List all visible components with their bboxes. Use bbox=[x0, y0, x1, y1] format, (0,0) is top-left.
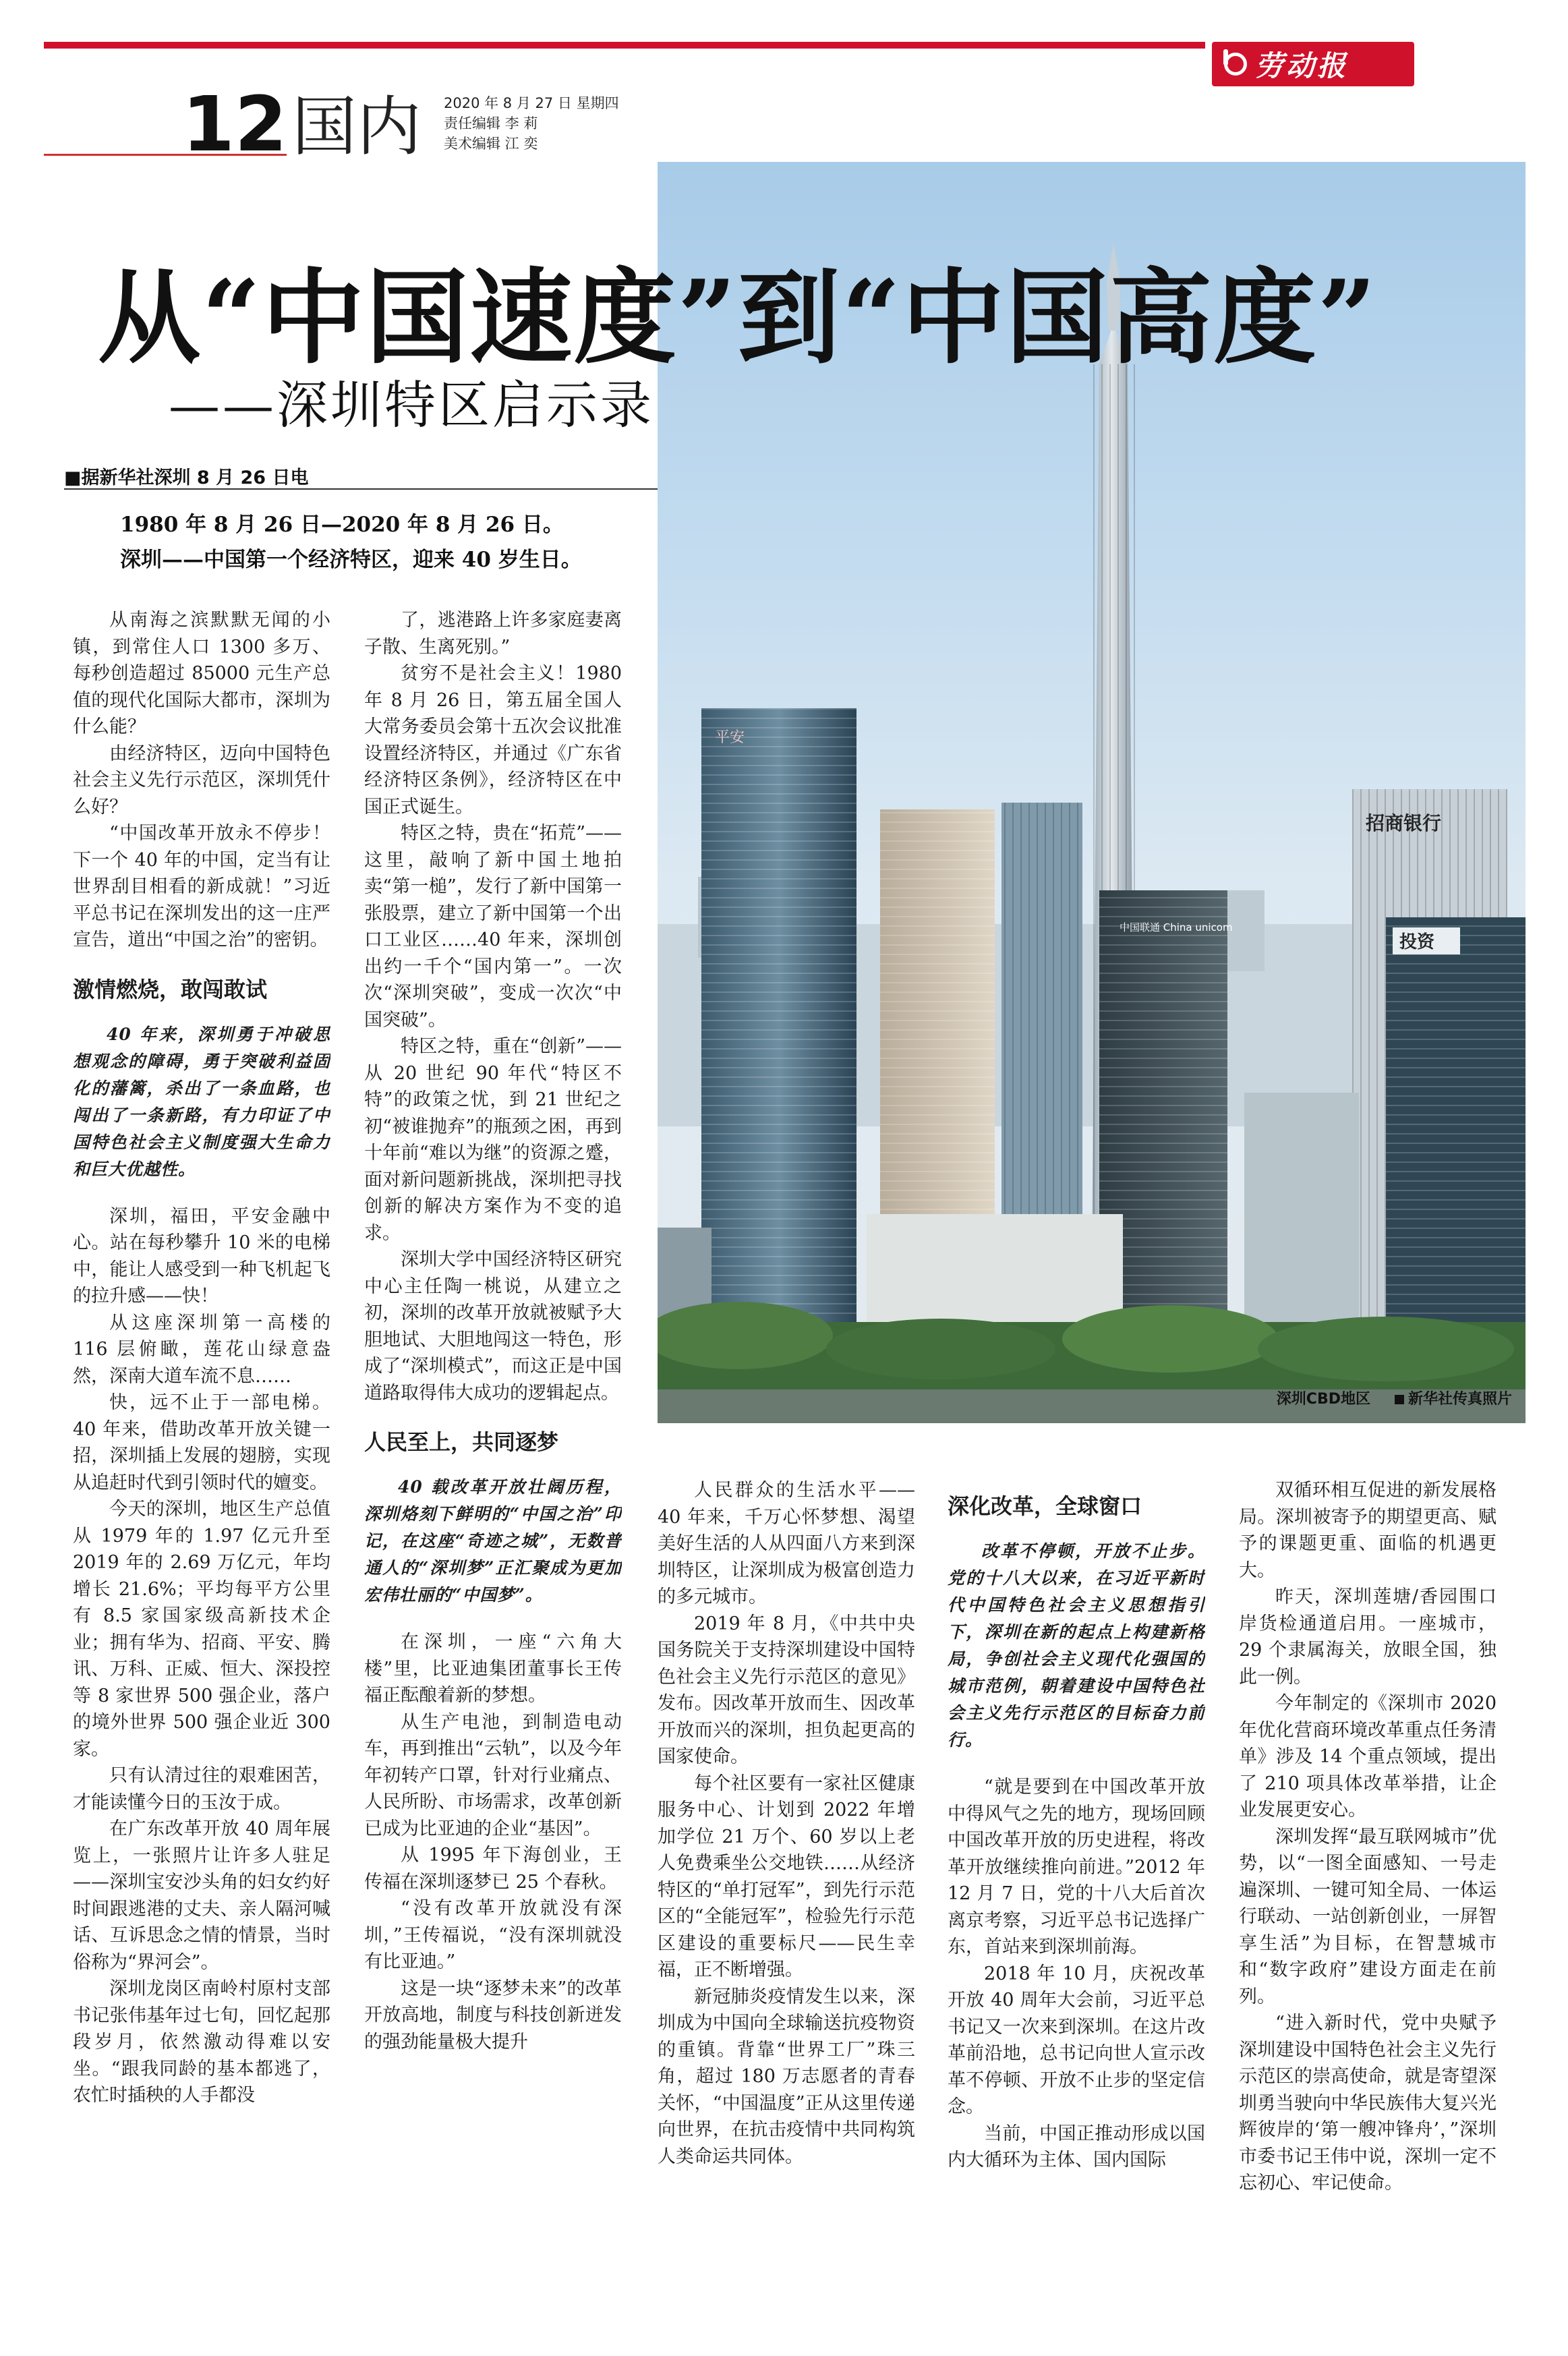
paragraph: 当前，中国正推动形成以国内大循环为主体、国内国际 bbox=[948, 2123, 1205, 2171]
lede bbox=[120, 507, 660, 577]
paragraph: 深圳发挥“最互联网城市”优势，以“一图全面感知、一号走遍深圳、一键可知全局、一体运行联动、一站创新创业，一屏智享生活”为目标，在智慧城市和“数字政府”建设方面走在前列。 bbox=[1239, 1826, 1497, 2007]
paragraph: 今年制定的《深圳市 2020 年优化营商环境改革重点任务清单》涉及 14 个重点领域，提出了 210 项具体改革举措，让企业发展更安心。 bbox=[1239, 1693, 1497, 1820]
paragraph: 特区之特，贵在“拓荒”——这里，敲响了新中国土地拍卖“第一槌”，发行了新中国第一张股票，建立了新中国第一个出口工业区……40 年来，深圳创出约一千个“国内第一”。一次次“深圳突破”，变成一次次“中国突破”。 bbox=[364, 823, 622, 1031]
responsible-editor: 责任编辑 李 莉 bbox=[444, 115, 538, 132]
paragraph: “就是要到在中国改革开放中得风气之先的地方，现场回顾中国改革开放的历史进程，将改革开放继续推向前进。”2012 年 12 月 7 日，党的十八大后首次离京考察，习近平总书记选择广东，首站来到深圳前海。 bbox=[948, 1777, 1205, 1957]
column-4 bbox=[948, 1477, 1205, 2307]
paragraph: 今天的深圳，地区生产总值从 1979 年的 1.97 亿元升至 2019 年的 2.69 万亿元，年均增长 21.6%；平均每平方公里有 8.5 家国家级高新技术企业；拥有华为、招商、平安、腾讯、万科、正威、恒大、深投控等 8 家世界 500 强企业，落户的境外世界 500 强企业近 300 家。 bbox=[73, 1499, 330, 1760]
newspaper-logo bbox=[1212, 42, 1414, 86]
paragraph: 快，远不止于一部电梯。40 年来，借助改革开放关键一招，深圳插上发展的翅膀，实现从追赶时代到引领时代的嬗变。 bbox=[73, 1392, 330, 1493]
section-name: 国内 bbox=[292, 89, 422, 165]
section-heading-2: 人民至上，共同逐梦 bbox=[364, 1429, 559, 1455]
headline: 从“中国速度”到“中国高度” bbox=[98, 257, 1378, 378]
sign-investment: 投资 bbox=[1399, 932, 1435, 952]
page-number: 12 bbox=[182, 81, 287, 169]
logo-text: 劳动报 bbox=[1255, 49, 1349, 82]
paragraph: 2018 年 10 月，庆祝改革开放 40 周年大会前，习近平总书记又一次来到深圳。在这片改革前沿地，总书记向世人宣示改革不停顿、开放不止步的坚定信念。 bbox=[948, 1963, 1205, 2117]
paragraph: 从 1995 年下海创业，王传福在深圳逐梦已 25 个春秋。 bbox=[364, 1845, 622, 1893]
section-heading-3: 深化改革，全球窗口 bbox=[948, 1493, 1142, 1519]
paragraph: 从这座深圳第一高楼的 116 层俯瞰，莲花山绿意盎然，深南大道车流不息…… bbox=[73, 1312, 330, 1387]
logo-mark-icon bbox=[1224, 53, 1247, 76]
credit-square-icon bbox=[1395, 1395, 1404, 1404]
column-5 bbox=[1239, 1477, 1497, 2307]
page-meta bbox=[444, 93, 619, 154]
paragraph: 了，逃港路上许多家庭妻离子散、生离死别。” bbox=[364, 610, 622, 658]
column-3 bbox=[658, 1477, 915, 2307]
photo-credit bbox=[1395, 1387, 1512, 1408]
paragraph: “没有改革开放就没有深圳，”王传福说，“没有深圳就没有比亚迪。” bbox=[364, 1898, 622, 1972]
paragraph: 贫穷不是社会主义！1980 年 8 月 26 日，第五届全国人大常务委员会第十五次会议批准设置经济特区，并通过《广东省经济特区条例》，经济特区在中国正式诞生。 bbox=[364, 663, 622, 817]
sign-cmb: 招商银行 bbox=[1366, 812, 1442, 834]
lede-line-1: 1980 年 8 月 26 日—2020 年 8 月 26 日。 bbox=[120, 513, 564, 537]
paragraph: 深圳大学中国经济特区研究中心主任陶一桃说，从建立之初，深圳的改革开放就被赋予大胆地试、大胆地闯这一特色，形成了“深圳模式”，而这正是中国道路取得伟大成功的逻辑起点。 bbox=[364, 1249, 622, 1404]
paragraph: 新冠肺炎疫情发生以来，深圳成为中国向全球输送抗疫物资的重镇。背靠“世界工厂”珠三角，超过 180 万志愿者的青春关怀，“中国温度”正从这里传递向世界，在抗击疫情中共同构筑人类命运共同体。 bbox=[658, 1986, 915, 2167]
subheadline: ——深圳特区启示录 bbox=[169, 375, 654, 435]
section-heading-1: 激情燃烧，敢闯敢试 bbox=[73, 976, 268, 1002]
paragraph: 只有认清过往的艰难困苦，才能读懂今日的玉汝于成。 bbox=[73, 1765, 330, 1813]
paragraph: 在深圳，一座“六角大楼”里，比亚迪集团董事长王传福正酝酿着新的梦想。 bbox=[364, 1632, 622, 1706]
paragraph: 由经济特区，迈向中国特色社会主义先行示范区，深圳凭什么好？ bbox=[73, 743, 330, 817]
lede-line-2: 深圳——中国第一个经济特区，迎来 40 岁生日。 bbox=[120, 548, 582, 572]
column-1 bbox=[73, 607, 330, 2307]
paragraph: 从南海之滨默默无闻的小镇，到常住人口 1300 多万、每秒创造超过 85000 元生产总值的现代化国际大都市，深圳为什么能？ bbox=[73, 610, 330, 737]
paragraph: 2019 年 8 月，《中共中央国务院关于支持深圳建设中国特色社会主义先行示范区的意见》发布。因改革开放而生、因改革开放而兴的深圳，担负起更高的国家使命。 bbox=[658, 1613, 915, 1767]
art-editor: 美术编辑 江 奕 bbox=[444, 136, 538, 152]
paragraph: 这是一块“逐梦未来”的改革开放高地，制度与科技创新迸发的强劲能量极大提升 bbox=[364, 1978, 622, 2052]
caption-text: 深圳CBD地区 bbox=[1276, 1391, 1370, 1408]
page-header bbox=[44, 81, 678, 169]
paragraph: 昨天，深圳莲塘/香园围口岸货检通道启用。一座城市，29 个隶属海关，放眼全国，独此一例。 bbox=[1239, 1586, 1497, 1688]
column-2 bbox=[364, 607, 622, 2307]
paragraph: 双循环相互促进的新发展格局。深圳被寄予的期望更高、赋予的课题更重、面临的机遇更大。 bbox=[1239, 1480, 1497, 1581]
section-summary-3: 改革不停顿，开放不止步。党的十八大以来，在习近平新时代中国特色社会主义思想指引下，深圳在新的起点上构建新格局，争创社会主义现代化强国的城市范例，朝着建设中国特色社会主义先行示范区的目标奋力前行。 bbox=[948, 1541, 1205, 1750]
paragraph: 每个社区要有一家社区健康服务中心、计划到 2022 年增加学位 21 万个、60 岁以上老人免费乘坐公交地铁……从经济特区的“单打冠军”，到先行示范区的“全能冠军”，检验先行示范区建设的重要标尺——民生幸福，正不断增强。 bbox=[658, 1773, 915, 1980]
sign-pingan: 平安 bbox=[715, 729, 745, 746]
paragraph: 从生产电池，到制造电动车，再到推出“云轨”，以及今年年初转产口罩，针对行业痛点、人民所盼、市场需求，改革创新已成为比亚迪的企业“基因”。 bbox=[364, 1711, 622, 1839]
paragraph: 深圳龙岗区南岭村原村支部书记张伟基年过七旬，回忆起那段岁月，依然激动得难以安坐。“跟我同龄的基本都逃了，农忙时插秧的人手都没 bbox=[73, 1978, 330, 2106]
paragraph: “中国改革开放永不停步！下一个 40 年的中国，定当有让世界刮目相看的新成就！”习近平总书记在深圳发出的这一庄严宣告，道出“中国之治”的密钥。 bbox=[73, 823, 330, 950]
dateline-rule bbox=[64, 488, 658, 490]
dateline: ■据新华社深圳 8 月 26 日电 bbox=[64, 467, 309, 488]
paragraph: “进入新时代，党中央赋予深圳建设中国特色社会主义先行示范区的崇高使命，就是寄望深圳勇当驶向中华民族伟大复兴光辉彼岸的‘第一艘冲锋舟’，”深圳市委书记王伟中说，深圳一定不忘初心、牢记使命。 bbox=[1239, 2013, 1497, 2193]
sign-unicom: 中国联通 China unicom bbox=[1120, 921, 1233, 933]
section-summary-1: 40 年来，深圳勇于冲破思想观念的障碍，勇于突破利益固化的藩篱，杀出了一条血路，也闯出了一条新路，有力印证了中国特色社会主义制度强大生命力和巨大优越性。 bbox=[73, 1024, 330, 1179]
paragraph: 特区之特，重在“创新”——从 20 世纪 90 年代“特区不特”的政策之忧，到 21 世纪之初“被谁抛弃”的瓶颈之困，再到十年前“难以为继”的资源之蹙，面对新问题新挑战，深圳把寻找创新的解决方案作为不变的追求。 bbox=[364, 1036, 622, 1244]
page-date: 2020 年 8 月 27 日 星期四 bbox=[444, 95, 619, 111]
credit-text: 新华社传真照片 bbox=[1407, 1391, 1512, 1408]
paragraph: 在广东改革开放 40 周年展览上，一张照片让许多人驻足——深圳宝安沙头角的妇女约好时间跟逃港的丈夫、亲人隔河喊话、互诉思念之情的情景，当时俗称为“界河会”。 bbox=[73, 1818, 330, 1973]
section-summary-2: 40 载改革开放壮阔历程，深圳烙刻下鲜明的“中国之治”印记，在这座“奇迹之城”，无数普通人的“深圳梦”正汇聚成为更加宏伟壮丽的“中国梦”。 bbox=[364, 1477, 622, 1605]
top-red-rule bbox=[44, 42, 1205, 49]
paragraph: 深圳，福田，平安金融中心。站在每秒攀升 10 米的电梯中，能让人感受到一种飞机起飞的拉升感——快！ bbox=[73, 1205, 330, 1306]
photo-caption bbox=[1277, 1387, 1512, 1408]
paragraph: 人民群众的生活水平——40 年来，千万心怀梦想、渴望美好生活的人从四面八方来到深圳特区，让深圳成为极富创造力的多元城市。 bbox=[658, 1480, 915, 1607]
